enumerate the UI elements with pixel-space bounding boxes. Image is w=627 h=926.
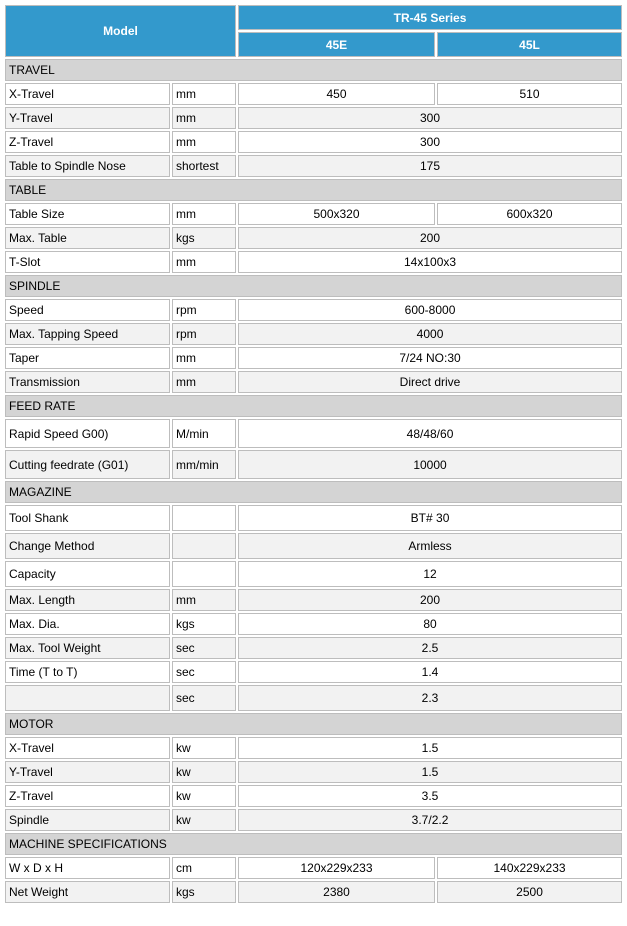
row-label: Table to Spindle Nose [5, 155, 170, 177]
row-value: 300 [238, 107, 622, 129]
table-row [5, 450, 622, 479]
row-value: 48/48/60 [238, 419, 622, 448]
row-unit: kgs [172, 227, 236, 249]
table-row [5, 533, 622, 559]
row-label: Cutting feedrate (G01) [5, 450, 170, 479]
section-row [5, 713, 622, 735]
table-row [5, 299, 622, 321]
row-label: Change Method [5, 533, 170, 559]
table-row [5, 785, 622, 807]
table-row [5, 251, 622, 273]
row-value: 175 [238, 155, 622, 177]
row-unit: M/min [172, 419, 236, 448]
row-unit: sec [172, 637, 236, 659]
row-value: 1.5 [238, 761, 622, 783]
row-unit: mm [172, 251, 236, 273]
table-row [5, 857, 622, 879]
table-row [5, 761, 622, 783]
table-row [5, 809, 622, 831]
row-value: 2.3 [238, 685, 622, 711]
table-row [5, 155, 622, 177]
row-label: Z-Travel [5, 785, 170, 807]
table-row [5, 561, 622, 587]
row-label: X-Travel [5, 83, 170, 105]
row-label: Max. Tool Weight [5, 637, 170, 659]
row-value: 14x100x3 [238, 251, 622, 273]
row-value-45e: 2380 [238, 881, 435, 903]
table-row [5, 637, 622, 659]
row-unit: kw [172, 761, 236, 783]
row-value-45l: 2500 [437, 881, 622, 903]
row-unit: rpm [172, 323, 236, 345]
row-value: Armless [238, 533, 622, 559]
row-label: Max. Tapping Speed [5, 323, 170, 345]
table-row [5, 589, 622, 611]
row-unit [172, 561, 236, 587]
row-label: Capacity [5, 561, 170, 587]
row-value: 300 [238, 131, 622, 153]
table-row [5, 419, 622, 448]
table-row [5, 227, 622, 249]
section-row [5, 395, 622, 417]
row-value: 200 [238, 227, 622, 249]
row-unit: mm [172, 589, 236, 611]
table-row [5, 505, 622, 531]
row-value-45e: 120x229x233 [238, 857, 435, 879]
row-label: Tool Shank [5, 505, 170, 531]
row-unit: kgs [172, 881, 236, 903]
model-45e-header: 45E [238, 32, 435, 57]
row-value-45e: 500x320 [238, 203, 435, 225]
row-unit: mm [172, 107, 236, 129]
table-row [5, 347, 622, 369]
row-unit [172, 533, 236, 559]
row-label: T-Slot [5, 251, 170, 273]
row-value: Direct drive [238, 371, 622, 393]
table-row [5, 371, 622, 393]
table-row [5, 737, 622, 759]
row-unit [172, 505, 236, 531]
row-unit: mm [172, 347, 236, 369]
row-unit: cm [172, 857, 236, 879]
table-row [5, 203, 622, 225]
series-header: TR-45 Series [238, 5, 622, 30]
row-unit: kw [172, 785, 236, 807]
row-value: 1.4 [238, 661, 622, 683]
model-45l-header: 45L [437, 32, 622, 57]
section-title-magazine: MAGAZINE [5, 481, 622, 503]
section-row [5, 833, 622, 855]
table-row [5, 685, 622, 711]
row-value: 600-8000 [238, 299, 622, 321]
row-label: Spindle [5, 809, 170, 831]
header-row-top [5, 5, 622, 30]
row-unit: kgs [172, 613, 236, 635]
model-header: Model [5, 5, 236, 57]
row-label: Max. Table [5, 227, 170, 249]
row-value: 10000 [238, 450, 622, 479]
table-row [5, 131, 622, 153]
section-title-feed-rate: FEED RATE [5, 395, 622, 417]
row-value: 12 [238, 561, 622, 587]
row-label: Net Weight [5, 881, 170, 903]
section-title-table: TABLE [5, 179, 622, 201]
row-value: 80 [238, 613, 622, 635]
row-value: 200 [238, 589, 622, 611]
row-unit: shortest [172, 155, 236, 177]
row-label: Max. Length [5, 589, 170, 611]
section-row [5, 179, 622, 201]
section-row [5, 59, 622, 81]
row-unit: mm [172, 203, 236, 225]
table-row [5, 881, 622, 903]
row-value: 2.5 [238, 637, 622, 659]
row-unit: rpm [172, 299, 236, 321]
row-value-45e: 450 [238, 83, 435, 105]
section-title-motor: MOTOR [5, 713, 622, 735]
row-value: 1.5 [238, 737, 622, 759]
section-title-machine-specifications: MACHINE SPECIFICATIONS [5, 833, 622, 855]
row-unit: sec [172, 661, 236, 683]
row-label: Taper [5, 347, 170, 369]
spec-table [3, 3, 624, 905]
row-value: 4000 [238, 323, 622, 345]
section-title-travel: TRAVEL [5, 59, 622, 81]
row-label: Table Size [5, 203, 170, 225]
row-label: Y-Travel [5, 761, 170, 783]
row-unit: mm [172, 131, 236, 153]
table-row [5, 661, 622, 683]
row-unit: kw [172, 809, 236, 831]
row-value-45l: 140x229x233 [437, 857, 622, 879]
row-label: X-Travel [5, 737, 170, 759]
row-value: 3.5 [238, 785, 622, 807]
row-unit: mm [172, 83, 236, 105]
row-value-45l: 600x320 [437, 203, 622, 225]
row-value: BT# 30 [238, 505, 622, 531]
row-unit: mm [172, 371, 236, 393]
row-unit: sec [172, 685, 236, 711]
section-row [5, 275, 622, 297]
table-row [5, 107, 622, 129]
table-row [5, 613, 622, 635]
row-label: Z-Travel [5, 131, 170, 153]
row-label [5, 685, 170, 711]
row-unit: kw [172, 737, 236, 759]
row-value-45l: 510 [437, 83, 622, 105]
row-label: Speed [5, 299, 170, 321]
row-label: Y-Travel [5, 107, 170, 129]
row-label: Rapid Speed G00) [5, 419, 170, 448]
row-label: Max. Dia. [5, 613, 170, 635]
section-row [5, 481, 622, 503]
row-label: Time (T to T) [5, 661, 170, 683]
section-title-spindle: SPINDLE [5, 275, 622, 297]
table-row [5, 83, 622, 105]
table-row [5, 323, 622, 345]
row-value: 3.7/2.2 [238, 809, 622, 831]
row-label: W x D x H [5, 857, 170, 879]
row-label: Transmission [5, 371, 170, 393]
row-value: 7/24 NO:30 [238, 347, 622, 369]
row-unit: mm/min [172, 450, 236, 479]
